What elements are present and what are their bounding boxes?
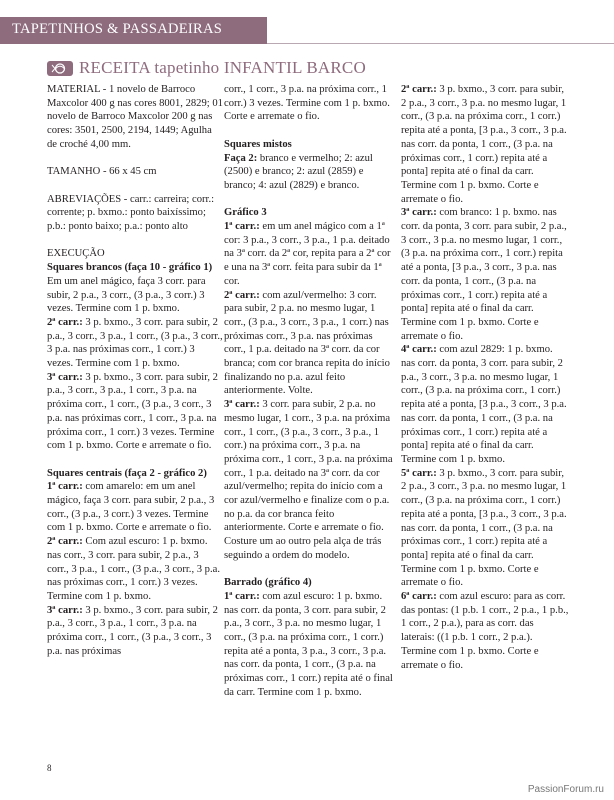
execution-heading: EXECUÇÃO	[47, 248, 105, 260]
row-label: 2ª carr.:	[401, 84, 437, 95]
spacer	[47, 234, 223, 248]
border-row-1: 1ª carr.: com azul escuro: 1 p. bxmo. nas corr. da ponta, 3 corr. para subir, 2 p.a., 3 corr., 3 p.a. no mesmo lugar, 1 corr., (3 p.a. na próxima corr., 1 corr.) repita até a ponta, 3 p.a., 3 corr., 3 p.a. nas corr. da ponta, 1 corr., (3 p.a. na próximas corr., 1 corr.) repita até o final da carr. Termine com 1 p. bxmo.	[224, 590, 393, 698]
row-label: 6ª carr.:	[401, 591, 437, 603]
chart-3-row-3: 3ª carr.: 3 corr. para subir, 2 p.a. no mesmo lugar, 1 corr., 3 p.a. na próxima corr., 1 corr., (3 p.a., 3 corr., 3 p.a., 1 corr.) na próxima corr., 3 p.a. na próxima corr., 1 corr., 3 p.a. na próxima corr., 1 p.a. deitado na 3ª corr. da cor azul/vermelho; repita do início com a cor azul/vermelho e finalize com o p.a. no p.a. da cor branca feito anteriormente. Corte e arremate o fio. Costure um ao outro pela alça de trás seguindo a ordem do modelo.	[224, 399, 393, 561]
material-text: MATERIAL - 1 novelo de Barroco Maxcolor 400 g nas cores 8001, 2829; 01 novelo de Barroco Maxcolor 200 g nas cores: 3501, 2500, 2194, 1449; Agulha de croché 4,00 mm.	[47, 84, 223, 150]
row-label: 3ª carr.:	[401, 207, 437, 219]
white-squares-row-2: 2ª carr.: 3 p. bxmo., 3 corr. para subir, 2 p.a., 3 corr., 3 p.a., 1 corr., (3 p.a., 3 corr., 3 p.a. nas próximas corr., 1 corr.) 3 vezes. Termine com 1 p. bxmo.	[47, 316, 223, 370]
row-label: 1ª carr.:	[224, 221, 260, 232]
chart-3-heading: Gráfico 3	[224, 207, 267, 219]
column-3	[401, 83, 569, 672]
border-heading: Barrado (gráfico 4)	[224, 577, 312, 589]
row-label: 3ª carr.:	[47, 604, 83, 616]
row-label: 3ª carr.:	[224, 399, 260, 411]
spacer	[47, 453, 223, 467]
spacer	[224, 124, 396, 138]
spacer	[224, 563, 396, 577]
central-squares-row-3: 3ª carr.: 3 p. bxmo., 3 corr. para subir, 2 p.a., 3 corr., 3 p.a., 1 corr., 3 p.a. na próxima corr., 1 corr., (3 p.a., 3 corr., 3 p.a. nas próximas	[47, 604, 218, 657]
border-row-6: 6ª carr.: com azul escuro: para as corr. das pontas: (1 p.b. 1 corr., 2 p.a., 1 p.b., 1 corr., 2 p.a.), para as corr. das laterais: ((1 p.b. 1 corr., 2 p.a.). Termine com 1 p. bxmo. Corte e arremate o fio.	[401, 591, 569, 671]
row-label: 1ª carr.:	[47, 481, 83, 493]
white-squares-row-1: Em um anel mágico, faça 3 corr. para subir, 2 p.a., 3 corr., (3 p.a., 3 corr.) 3 vezes. Termine com 1 p. bxmo.	[47, 275, 206, 315]
page-number: 8	[47, 763, 52, 773]
white-squares-heading: Squares brancos (faça 10 - gráfico 1)	[47, 262, 213, 274]
watermark: PassionForum.ru	[527, 784, 604, 795]
spacer	[47, 179, 223, 193]
yarn-icon	[47, 61, 73, 76]
white-squares-row-3: 3ª carr.: 3 p. bxmo., 3 corr. para subir, 2 p.a., 3 corr., 3 p.a., 1 corr., 3 p.a. na próxima corr., 1 corr., (3 p.a., 3 corr., 3 p.a. nas próximas corr., 1 corr., 3 p.a. na próxima corr., 1 corr.) 3 vezes. Termine com 1 p. bxmo. Corte e arremate o fio.	[47, 371, 218, 452]
row-label: 2ª carr.:	[224, 289, 260, 301]
section-header-bar	[0, 17, 267, 44]
central-squares-continued: corr., 1 corr., 3 p.a. na próxima corr., 1 corr.) 3 vezes. Termine com 1 p. bxmo. Corte e arremate o fio.	[224, 84, 390, 123]
section-header-title: TAPETINHOS & PASSADEIRAS	[12, 21, 223, 37]
size-text: TAMANHO - 66 x 45 cm	[47, 166, 157, 178]
row-label: 4ª carr.:	[401, 344, 437, 356]
recipe-title-text: RECEITA tapetinho INFANTIL BARCO	[79, 58, 366, 77]
header-rule	[267, 43, 614, 44]
row-label: 2ª carr.:	[47, 316, 83, 328]
spacer	[224, 193, 396, 207]
row-label: 1ª carr.:	[224, 590, 260, 602]
row-label: 3ª carr.:	[47, 371, 83, 383]
border-row-3: 3ª carr.: com branco: 1 p. bxmo. nas corr. da ponta, 3 corr. para subir, 2 p.a., 3 corr., 3 p.a. no mesmo lugar, 1 corr., (3 p.a. na próxima corr., 1 corr.) repita até a ponta, [3 p.a., 3 corr., 3 p.a. nas corr. da ponta, 1 corr., (3 p.a. na próximas corr., 1 corr.) repita até a ponta] repita até o final da carr. Termine com 1 p. bxmo. Corte e arremate o fio.	[401, 207, 567, 342]
mixed-squares-text: Faça 2: branco e vermelho; 2: azul (2500) e branco; 2: azul (2859) e branco; 4: azul (2829) e branco.	[224, 152, 373, 191]
mixed-squares-heading: Squares mistos	[224, 138, 292, 150]
recipe-title	[47, 58, 366, 78]
chart-3-row-1: 1ª carr.: em um anel mágico com a 1ª cor: 3 p.a., 3 corr., 3 p.a., 1 p.a. deitado na 3ª corr. da 2ª cor, repita para a 2ª cor e una na 3ª corr. feita para subir da 1ª cor.	[224, 221, 391, 287]
border-row-2: 2ª carr.: 3 p. bxmo., 3 corr. para subir, 2 p.a., 3 corr., 3 p.a. no mesmo lugar, 1 corr., (3 p.a. na próxima corr., 1 corr.) repita até a ponta, [3 p.a., 3 corr., 3 p.a. nas corr. da ponta, 1 corr., (3 p.a. na próximas corr., 1 corr.) repita até a ponta] repita até o final da carr. Termine com 1 p. bxmo. Corte e arremate o fio.	[401, 84, 567, 205]
border-row-5: 5ª carr.: 3 p. bxmo., 3 corr. para subir, 2 p.a., 3 corr., 3 p.a. no mesmo lugar, 1 corr., (3 p.a. na próxima corr., 1 corr.) repita até a ponta, [3 p.a., 3 corr., 3 p.a. nas corr. da ponta, 1 corr., (3 p.a. na próximas corr., 1 corr.) repita até a ponta] repita até o final da carr. Termine com 1 p. bxmo. Corte e arremate o fio.	[401, 467, 567, 589]
row-label: Faça 2:	[224, 152, 258, 164]
chart-3-row-2: 2ª carr.: com azul/vermelho: 3 corr. para subir, 2 p.a. no mesmo lugar, 1 corr., (3 p.a., 3 corr., 3 p.a., 1 corr.) nas próximas corr., 3 p.a. nas próximas corr., 1 p.a. deitado na 3ª corr. da cor branca; com cor branca repita do início finalizando no p.a. azul feito anteriormente. Volte.	[224, 289, 390, 397]
spacer	[47, 152, 223, 166]
central-squares-row-2: 2ª carr.: Com azul escuro: 1 p. bxmo. nas corr., 3 corr. para subir, 2 p.a., 3 corr., 3 p.a., 1 corr., (3 p.a., 3 corr., 3 p.a. nas próximas corr., 1 corr.) 3 vezes. Termine com 1 p. bxmo.	[47, 536, 220, 602]
column-1	[47, 83, 223, 658]
border-row-4: 4ª carr.: com azul 2829: 1 p. bxmo. nas corr. da ponta, 3 corr. para subir, 2 p.a., 3 corr., 3 p.a. no mesmo lugar, 1 corr., (3 p.a. na próxima corr., 1 corr.) repita até a ponta, [3 p.a., 3 corr., 3 p.a. nas corr. da ponta, 1 corr., (3 p.a. na próximas corr., 1 corr.) repita até a ponta] repita até o final da carr. Termine com 1 p. bxmo.	[401, 344, 567, 465]
row-label: 2ª carr.:	[47, 536, 83, 548]
column-2	[224, 83, 396, 700]
abbreviations-text: ABREVIAÇÕES - carr.: carreira; corr.: corrente; p. bxmo.: ponto baixíssimo; p.b.: ponto baixo; p.a.: ponto alto	[47, 193, 215, 232]
central-squares-heading: Squares centrais (faça 2 - gráfico 2)	[47, 467, 207, 479]
row-label: 5ª carr.:	[401, 467, 437, 479]
central-squares-row-1: 1ª carr.: com amarelo: em um anel mágico, faça 3 corr. para subir, 2 p.a., 3 corr., (3 p.a., 3 corr.) 3 vezes. Termine com 1 p. bxmo. Corte e arremate o fio.	[47, 481, 215, 534]
